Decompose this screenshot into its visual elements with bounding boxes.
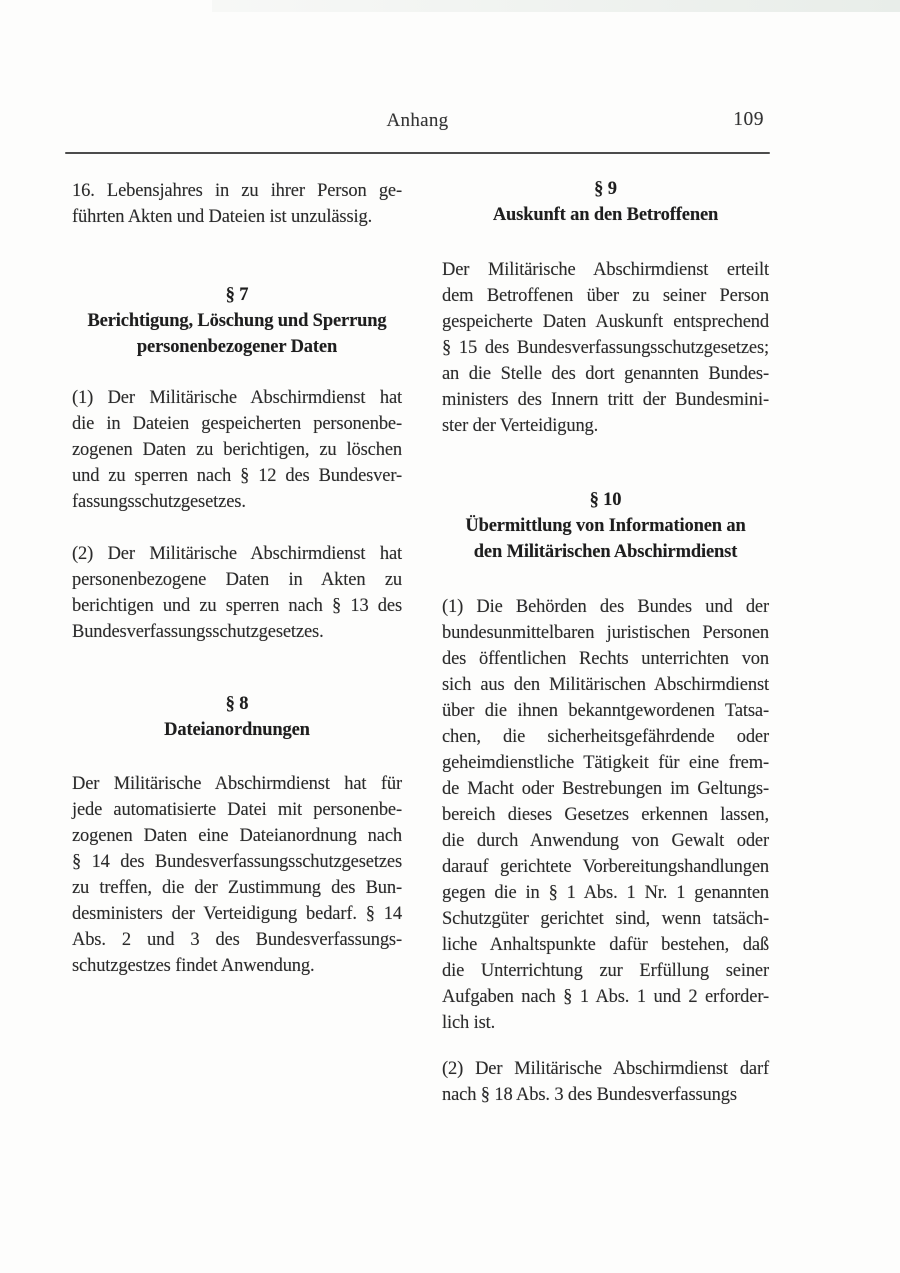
section-9-paragraph: [442, 257, 769, 439]
text-line: fassungsschutzgesetzes.: [72, 492, 246, 512]
section-8-title: [72, 717, 402, 743]
text-line: berichtigen und zu sperren nach § 13 des: [72, 596, 402, 616]
text-line: ministers des Innern tritt der Bundesmini-: [442, 390, 769, 410]
text-line: zogenen Daten eine Dateianordnung nach: [72, 826, 402, 846]
text-line: personenbezogener Daten: [136, 337, 338, 357]
text-line: sich aus den Militärischen Abschirmdienst: [442, 675, 769, 695]
text-line: jede automatisierte Datei mit personenbe-: [72, 800, 402, 820]
text-line: schutzgestzes findet Anwendung.: [72, 956, 315, 976]
text-line: § 15 des Bundesverfassungsschutzgesetzes;: [442, 338, 769, 358]
text-line: geheimdienstliche Tätigkeit für eine frem-: [442, 753, 769, 773]
text-line: bundesunmittelbaren juristischen Personen: [442, 623, 769, 643]
section-7-paragraph-2: [72, 541, 402, 645]
text-line: führten Akten und Dateien ist unzulässig.: [72, 207, 373, 227]
text-line: Der Militärische Abschirmdienst erteilt: [442, 260, 769, 280]
text-line: den Militärischen Abschirmdienst: [473, 542, 738, 562]
text-line: Schutzgüter gerichtet sind, wenn tatsäch-: [442, 909, 769, 929]
text-line: Berichtigung, Löschung und Sperrung: [87, 311, 387, 331]
text-line: liche Anhaltspunkte dafür bestehen, daß: [442, 935, 769, 955]
text-line: Übermittlung von Informationen an: [465, 516, 746, 536]
header-rule: [65, 152, 770, 154]
right-column: [442, 176, 769, 1108]
section-10-title: [442, 513, 769, 565]
section-8-heading: [72, 691, 402, 743]
left-column: [72, 176, 402, 979]
section-10-number: § 10: [589, 490, 622, 510]
text-line: dem Betroffenen über zu seiner Person: [442, 286, 769, 306]
text-line: die in Dateien gespeicherten personenbe-: [72, 414, 402, 434]
section-9-heading: [442, 176, 769, 228]
text-line: § 14 des Bundesverfassungsschutzgesetzes: [72, 852, 402, 872]
text-line: Abs. 2 und 3 des Bundesverfassungs-: [72, 930, 402, 950]
text-line: ster der Verteidigung.: [442, 416, 599, 436]
text-line: Auskunft an den Betroffenen: [492, 205, 719, 225]
section-7-number: § 7: [225, 285, 249, 305]
running-title: Anhang: [386, 110, 449, 131]
text-line: die durch Anwendung von Gewalt oder: [442, 831, 769, 851]
section-9-title: [442, 202, 769, 228]
text-line: an die Stelle des dort genannten Bundes-: [442, 364, 769, 384]
text-line: gespeicherte Daten Auskunft entsprechend: [442, 312, 769, 332]
text-line: gegen die in § 1 Abs. 1 Nr. 1 genannten: [442, 883, 769, 903]
text-line: (2) Der Militärische Abschirmdienst hat: [72, 544, 402, 564]
section-7-paragraph-1: [72, 385, 402, 515]
section-7-heading: [72, 282, 402, 360]
text-line: nach § 18 Abs. 3 des Bundesverfassungs: [442, 1085, 737, 1105]
page-number: 109: [733, 109, 764, 130]
text-line: desministers der Verteidigung bedarf. § 14: [72, 904, 402, 924]
text-line: Der Militärische Abschirmdienst hat für: [72, 774, 402, 794]
text-line: Aufgaben nach § 1 Abs. 1 und 2 erforder-: [442, 987, 769, 1007]
text-line: und zu sperren nach § 12 des Bundesver-: [72, 466, 402, 486]
text-line: de Macht oder Bestrebungen im Geltungs-: [442, 779, 769, 799]
text-line: des öffentlichen Rechts unterrichten von: [442, 649, 769, 669]
text-line: Dateianordnungen: [164, 720, 310, 740]
scan-artifact-band: [212, 0, 900, 12]
text-line: (2) Der Militärische Abschirmdienst darf: [442, 1059, 769, 1079]
text-line: bereich dieses Gesetzes erkennen lassen,: [442, 805, 769, 825]
text-line: Bundesverfassungsschutzgesetzes.: [72, 622, 324, 642]
text-line: zu treffen, die der Zustimmung des Bun-: [72, 878, 402, 898]
section-10-paragraph-2: [442, 1056, 769, 1108]
text-line: (1) Der Militärische Abschirmdienst hat: [72, 388, 402, 408]
text-line: chen, die sicherheitsgefährdende oder: [442, 727, 769, 747]
text-line: die Unterrichtung zur Erfüllung seiner: [442, 961, 769, 981]
section-9-number: § 9: [594, 179, 617, 199]
section-8-paragraph: [72, 771, 402, 979]
text-line: (1) Die Behörden des Bundes und der: [442, 597, 769, 617]
text-line: 16. Lebensjahres in zu ihrer Person ge-: [72, 181, 402, 201]
section-8-number: § 8: [225, 694, 249, 714]
section-10-heading: [442, 487, 769, 565]
section-10-paragraph-1: [442, 594, 769, 1036]
section-7-title: [72, 308, 402, 360]
text-line: über die ihnen bekanntgewordenen Tatsa-: [442, 701, 769, 721]
text-line: zogenen Daten zu berichtigen, zu löschen: [72, 440, 402, 460]
text-line: personenbezogene Daten in Akten zu: [72, 570, 402, 590]
continuation-paragraph: [72, 178, 402, 230]
text-line: lich ist.: [442, 1013, 496, 1033]
text-line: darauf gerichtete Vorbereitungshandlungen: [442, 857, 769, 877]
